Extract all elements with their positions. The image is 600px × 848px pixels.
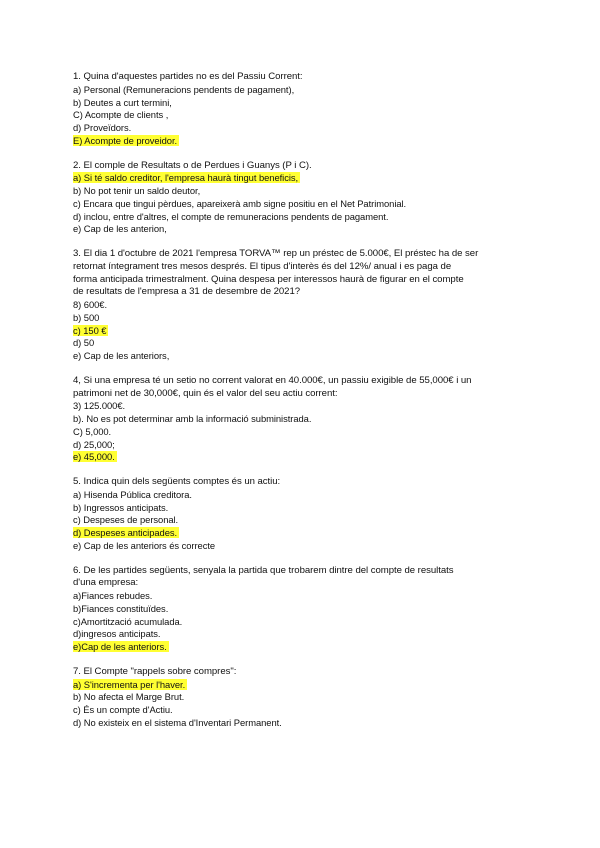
answer-option-text: b) No afecta el Marge Brut. [73,691,185,703]
answer-option [73,439,533,452]
answer-option-highlighted [73,451,533,464]
exam-page [73,71,533,742]
answer-option-text: b)Fiances constituïdes. [73,602,169,614]
answer-option [73,704,533,717]
question-1 [73,71,533,148]
answer-option [73,628,533,641]
answer-option [73,540,533,553]
answer-option [73,691,533,704]
question-text: 5. Indica quin dels següents comptes és un actiu: [73,476,281,487]
answer-option-text: c) És un compte d'Actiu. [73,704,173,715]
question-text: retornat íntegrament tres mesos després. El tipus d'interès és del 12%/ anual i es paga de [73,260,452,272]
answer-option-text: b) 500 [73,311,100,323]
answer-option [73,717,533,730]
answer-option-text: a) Personal (Remuneracions pendents de pagament), [73,83,295,95]
answer-option [73,312,533,325]
answer-option-text: e)Cap de les anteriors. [73,641,167,652]
question-4 [73,375,533,464]
answer-option-text: C) Acompte de clients , [73,109,169,121]
answer-option-highlighted [73,679,533,692]
answer-option-text: a) Si té saldo creditor, l'empresa haurà tingut beneficis, [73,172,299,184]
answer-option-highlighted [73,325,533,338]
answer-option [73,350,533,363]
answer-option-text: a) S'incrementa per l'haver. [73,678,186,690]
answer-option-text: a)Fiances rebudes. [73,590,153,601]
answer-option-text: d)ingresos anticipats. [73,628,161,640]
answer-option [73,211,533,224]
question-6 [73,565,533,654]
answer-option-text: 8) 600€. [73,299,108,310]
answer-option [73,426,533,439]
answer-option-text: c) Encara que tingui pèrdues, apareixerà amb signe positiu en el Net Patrimonial. [73,197,407,209]
answer-option-text: d) Despeses anticipades. [73,527,178,538]
question-text: d'una empresa: [73,577,139,589]
answer-option [73,616,533,629]
answer-option [73,400,533,413]
answer-option-text: b) No pot tenir un saldo deutor, [73,185,201,196]
question-text: 3. El dia 1 d'octubre de 2021 l'empresa TORVA™ rep un préstec de 5.000€, El préstec ha de ser [73,248,479,259]
question-text: 6. De les partides següents, senyala la partida que trobarem dintre del compte de resultats [73,564,454,576]
answer-option [73,185,533,198]
question-text: 4, Si una empresa té un setio no corrent valorat en 40.000€, un passiu exigible de 55,000€ i un [73,374,472,386]
answer-option [73,489,533,502]
answer-option-text: b). No es pot determinar amb la informació subministrada. [73,413,312,424]
answer-option [73,84,533,97]
question-3 [73,248,533,363]
answer-option-highlighted [73,135,533,148]
answer-option-text: d) No existeix en el sistema d'Inventari Permanent. [73,716,282,728]
question-7 [73,666,533,730]
answer-option-text: d) inclou, entre d'altres, el compte de remuneracions pendents de pagament. [73,210,389,222]
answer-option-text: e) 45,000. [73,451,115,463]
answer-option-text: d) 25,000; [73,438,115,450]
answer-option-text: c) 150 € [73,324,107,336]
answer-option-text: E) Acompte de proveidor. [73,134,178,146]
answer-option-highlighted [73,527,533,540]
answer-option-text: C) 5,000. [73,425,112,437]
question-text: forma anticipada trimestralment. Quina despesa per interessos haurà de figurar en el compte [73,273,464,285]
answer-option-text: d) Proveïdors. [73,122,132,133]
answer-option [73,514,533,527]
answer-option [73,122,533,135]
answer-option-text: c)Amortització acumulada. [73,615,183,627]
answer-option [73,97,533,110]
answer-option [73,590,533,603]
question-text: 7. El Compte "rappels sobre compres": [73,665,237,677]
answer-option-text: 3) 125.000€. [73,400,126,412]
answer-option [73,337,533,350]
question-5 [73,476,533,553]
question-2 [73,160,533,237]
answer-option-highlighted [73,172,533,185]
answer-option-text: b) Deutes a curt termini, [73,96,172,108]
answer-option [73,223,533,236]
answer-option-text: e) Cap de les anteriors, [73,350,170,361]
answer-option-text: d) 50 [73,337,95,349]
question-text: de resultats de l'empresa a 31 de desembre de 2021? [73,286,301,298]
answer-option [73,502,533,515]
answer-option-text: b) Ingressos anticipats. [73,501,169,513]
answer-option [73,603,533,616]
answer-option-highlighted [73,641,533,654]
answer-option-text: e) Cap de les anteriors és correcte [73,539,216,551]
answer-option [73,198,533,211]
answer-option [73,299,533,312]
question-text: patrimoni net de 30,000€, quin és el valor del seu actiu corrent: [73,387,338,399]
answer-option-text: a) Hisenda Pública creditora. [73,488,192,500]
answer-option-text: c) Despeses de personal. [73,514,179,526]
answer-option-text: e) Cap de les anterion, [73,223,167,235]
question-text: 1. Quina d'aquestes partides no es del Passiu Corrent: [73,71,303,82]
answer-option [73,413,533,426]
question-text: 2. El comple de Resultats o de Perdues i Guanys (P i C). [73,159,312,171]
answer-option [73,109,533,122]
